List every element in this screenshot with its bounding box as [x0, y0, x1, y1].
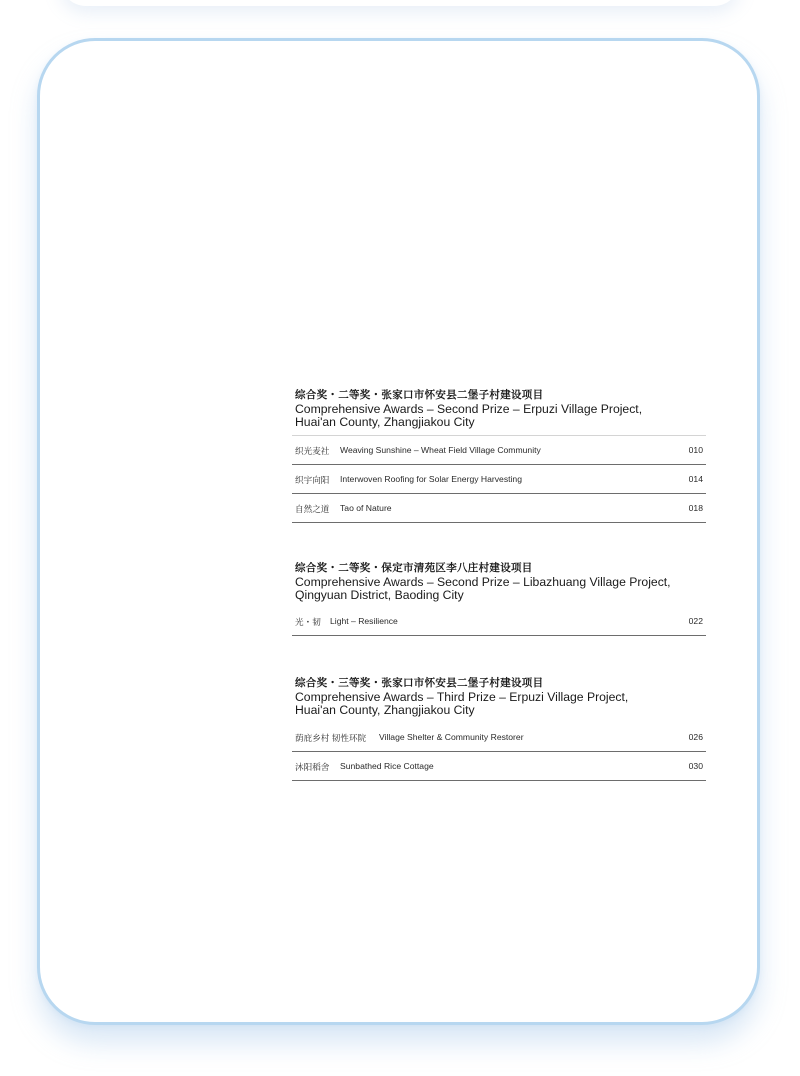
toc-entry[interactable]	[292, 494, 706, 523]
toc-entries	[292, 723, 706, 781]
entry-page-number: 022	[688, 616, 703, 626]
entry-title-cn: 自然之道	[295, 504, 330, 514]
entry-page-number: 030	[688, 761, 703, 771]
top-page-edge	[60, 0, 740, 6]
entry-title-cn: 光・韧	[295, 617, 321, 627]
toc-entry[interactable]	[292, 465, 706, 494]
entry-title-en: Interwoven Roofing for Solar Energy Harvesting	[340, 474, 522, 484]
toc-entries	[292, 435, 706, 523]
toc-entry[interactable]	[292, 607, 706, 636]
entry-page-number: 026	[688, 732, 703, 742]
toc-entries	[292, 607, 706, 636]
entry-title-cn: 织宇向阳	[295, 475, 330, 485]
section-title-en: Comprehensive Awards – Third Prize – Erpuzi Village Project, Huai'an County, Zhangjiakou City	[295, 690, 629, 717]
toc-section	[292, 676, 706, 717]
entry-title-cn: 织光麦社	[295, 446, 330, 456]
toc-section	[292, 561, 706, 602]
section-title-cn: 综合奖・三等奖・张家口市怀安县二堡子村建设项目	[295, 677, 544, 689]
entry-title-en: Tao of Nature	[340, 503, 392, 513]
entry-page-number: 018	[688, 503, 703, 513]
page-card	[37, 38, 760, 1025]
section-title-en: Comprehensive Awards – Second Prize – Libazhuang Village Project, Qingyuan District, Baoding City	[295, 575, 671, 602]
toc-entry[interactable]	[292, 436, 706, 465]
section-title-cn: 综合奖・二等奖・保定市清苑区李八庄村建设项目	[295, 562, 533, 574]
section-title-en: Comprehensive Awards – Second Prize – Erpuzi Village Project, Huai'an County, Zhangjiakou City	[295, 402, 643, 429]
entry-page-number: 010	[688, 445, 703, 455]
entry-title-en: Light – Resilience	[330, 616, 398, 626]
entry-title-cn: 沐阳稻舍	[295, 762, 330, 772]
entry-title-en: Village Shelter & Community Restorer	[379, 732, 524, 742]
section-title-cn: 综合奖・二等奖・张家口市怀安县二堡子村建设项目	[295, 389, 544, 401]
toc-section	[292, 388, 706, 429]
toc-entry[interactable]	[292, 752, 706, 781]
entry-title-en: Sunbathed Rice Cottage	[340, 761, 434, 771]
entry-title-cn: 荫庇乡村 韧性环院	[295, 733, 367, 743]
entry-title-en: Weaving Sunshine – Wheat Field Village Community	[340, 445, 541, 455]
toc-entry[interactable]	[292, 723, 706, 752]
entry-page-number: 014	[688, 474, 703, 484]
